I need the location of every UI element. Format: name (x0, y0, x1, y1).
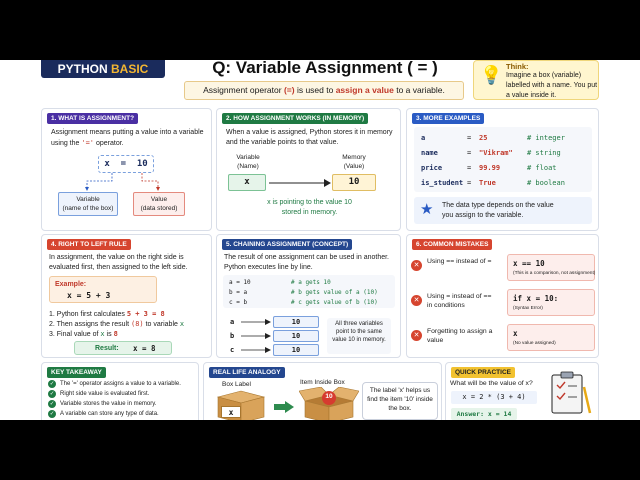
chain-value-box: 10 (273, 330, 319, 342)
variable-sublabel: (name of the box) (62, 205, 114, 212)
section-text: Python executes line by line. (224, 264, 313, 271)
variable-box (58, 192, 118, 216)
section-text: The result of one assignment can be used in another. (224, 254, 389, 261)
example-code: x = 5 + 3 (67, 291, 111, 300)
lightbulb-icon: 💡 (480, 65, 503, 85)
memory-note: x is pointing to the value 10 (267, 199, 352, 206)
step-text: 1. Python first calculates (49, 311, 125, 318)
section-text: and the variable points to that value. (226, 139, 339, 146)
green-arrow-icon (274, 401, 294, 413)
value-sublabel: (data stored) (140, 205, 178, 212)
section-quick-practice (445, 362, 599, 420)
assignment-code: x = 10 (98, 155, 154, 173)
section-heading: 3. MORE EXAMPLES (412, 113, 484, 124)
example-comment: # string (527, 149, 561, 157)
item-value: 10 (325, 393, 333, 400)
clipboard-icon (548, 369, 594, 419)
box-label-caption: Box Label (222, 381, 251, 388)
example-equals: = (467, 149, 472, 157)
example-equals: = (467, 164, 472, 172)
example-value: True (479, 179, 496, 187)
result-code: x = 8 (133, 344, 156, 353)
analogy-note: The label 'x' helps us find the item '10' inside the box. (362, 382, 438, 420)
section-heading: 5. CHAINING ASSIGNMENT (CONCEPT) (222, 239, 352, 250)
check-icon: ✓ (49, 411, 55, 417)
section-heading: 2. HOW ASSIGNMENT WORKS (IN MEMORY) (222, 113, 368, 124)
section-chaining-assignment (216, 234, 401, 358)
arrow-right-icon (241, 317, 271, 327)
star-icon: ★ (420, 201, 434, 218)
result-box (74, 341, 172, 355)
section-heading: REAL LIFE ANALOGY (209, 367, 285, 378)
operator-text: '=' (81, 139, 95, 147)
section-heading: KEY TAKEAWAY (47, 367, 106, 378)
variable-label: Variable (236, 154, 260, 161)
step-var: x (179, 320, 185, 328)
example-value: "Vikram" (479, 149, 513, 157)
step-text: to variable (145, 321, 178, 328)
value-label: Value (150, 196, 168, 203)
mistake-subnote: (Syntax Error) (513, 306, 543, 311)
step-text: is (106, 331, 112, 338)
subtitle-text: to a variable. (396, 85, 445, 95)
think-callout (473, 60, 599, 100)
section-text: When a value is assigned, Python stores it in memory (226, 129, 393, 136)
think-label: Think: (506, 62, 529, 71)
section-what-is-assignment (41, 108, 212, 231)
memory-label: Memory (342, 154, 366, 161)
step-code: (8) (130, 320, 144, 328)
mistake-code: x (513, 329, 518, 338)
section-real-life-analogy (203, 362, 442, 420)
section-heading: 6. COMMON MISTAKES (412, 239, 492, 250)
section-text: evaluated first, then assigned to the left side. (49, 264, 188, 271)
section-text: In assignment, the value on the right side is (49, 254, 184, 261)
section-heading: 4. RIGHT TO LEFT RULE (47, 239, 131, 250)
example-value: 99.99 (479, 164, 501, 172)
chain-comment: # a gets 10 (291, 279, 331, 286)
section-heading: QUICK PRACTICE (451, 367, 515, 378)
subtitle-text: Assignment operator (203, 85, 282, 95)
chain-comment: # b gets value of a (10) (291, 289, 378, 296)
page-title: Q: Variable Assignment ( = ) (212, 60, 438, 77)
subtitle-text: is used to (296, 85, 334, 95)
mistake-code: if x = 10: (513, 294, 559, 303)
example-var-name: price (421, 164, 443, 172)
mistake-text: Using == instead of = (427, 258, 492, 265)
arrow-right-icon (241, 345, 271, 355)
variable-sublabel: (Name) (237, 163, 259, 170)
box-label-tag: x (221, 406, 241, 418)
subtitle-highlight: assign a value (335, 85, 394, 95)
variable-x-box: x (228, 174, 266, 191)
chain-var-name: a (230, 318, 235, 326)
x-mark-icon: ✕ (411, 330, 422, 341)
section-how-assignment-works (216, 108, 401, 231)
example-comment: # integer (527, 134, 565, 142)
example-comment: # float (527, 164, 557, 172)
chain-stmt: b = a (229, 289, 248, 296)
section-text: operator. (95, 140, 124, 147)
chain-value-box: 10 (273, 344, 319, 356)
mistake-text: Using = instead of == in conditions (427, 293, 492, 309)
step-text: 3. Final value of (49, 331, 99, 338)
arrow-right-icon (269, 178, 331, 188)
chain-var-name: c (230, 346, 235, 354)
open-box-icon (299, 387, 359, 420)
example-var-name: a (421, 134, 426, 142)
section-key-takeaway (41, 362, 199, 420)
example-equals: = (467, 179, 472, 187)
variable-label: Variable (76, 196, 100, 203)
infographic-sheet (0, 60, 640, 420)
subtitle-operator: (=) (283, 85, 295, 95)
section-more-examples (406, 108, 599, 231)
practice-answer: Answer: x = 14 (451, 408, 517, 420)
check-icon: ✓ (49, 381, 55, 387)
section-text: using the (51, 140, 80, 147)
memory-value-box: 10 (332, 174, 376, 191)
chain-comment: # c gets value of b (10) (291, 299, 378, 306)
python-basic-badge (41, 60, 165, 78)
step-value: 8 (113, 330, 118, 338)
value-box (133, 192, 185, 216)
mistake-code-box (507, 324, 595, 351)
check-icon: ✓ (49, 391, 55, 397)
practice-code: x = 2 * (3 + 4) (451, 391, 537, 404)
chain-stmt: c = b (229, 299, 248, 306)
example-equals: = (467, 134, 472, 142)
section-text: Assignment means putting a value into a variable (51, 129, 204, 136)
mistake-subnote: (This is a comparison, not assignment) (513, 271, 596, 276)
practice-question: What will be the value of x? (450, 380, 533, 387)
example-var-name: is_student (421, 179, 464, 187)
item-caption: Item Inside Box (300, 379, 345, 386)
note-text: you assign to the variable. (442, 212, 524, 219)
step-code: 5 + 3 = 8 (126, 310, 165, 318)
memory-sublabel: (Value) (343, 163, 365, 170)
step-text: 2. Then assigns the result (49, 321, 130, 328)
mistake-text: Forgetting to assign a value (427, 328, 493, 344)
note-text: The data type depends on the value (442, 202, 554, 209)
think-text: Imagine a box (variable) labelled with a name. You put a value inside it. (506, 72, 598, 99)
mistake-code: x == 10 (513, 259, 545, 268)
chain-value-box: 10 (273, 316, 319, 328)
mistake-code-box (507, 289, 595, 316)
takeaway-item: Variable stores the value in memory. (60, 401, 157, 407)
example-value: 25 (479, 134, 488, 142)
badge-text: PYTHON (57, 62, 108, 76)
mistake-subnote: (No value assigned) (513, 341, 556, 346)
arrow-right-icon (241, 331, 271, 341)
example-var-name: name (421, 149, 438, 157)
example-label: Example: (55, 281, 87, 288)
chain-var-name: b (230, 332, 235, 340)
takeaway-item: Right side value is evaluated first. (60, 391, 150, 397)
section-heading: 1. WHAT IS ASSIGNMENT? (47, 113, 138, 124)
chain-note: All three variables point to the same value 10 in memory. (327, 318, 391, 354)
check-icon: ✓ (49, 401, 55, 407)
note-box (414, 197, 592, 224)
badge-accent-text: BASIC (111, 62, 149, 76)
takeaway-item: A variable can store any type of data. (60, 411, 159, 417)
example-comment: # boolean (527, 179, 565, 187)
x-mark-icon: ✕ (411, 295, 422, 306)
result-label: Result: (95, 345, 119, 352)
step-var: x (100, 330, 105, 338)
example-box (49, 276, 157, 303)
mistake-code-box (507, 254, 595, 281)
x-mark-icon: ✕ (411, 260, 422, 271)
chain-stmt: a = 10 (229, 279, 251, 286)
takeaway-item: The '=' operator assigns a value to a variable. (60, 381, 181, 387)
section-common-mistakes (406, 234, 599, 358)
memory-note: stored in memory. (281, 209, 338, 216)
subtitle-banner (184, 81, 464, 100)
section-right-to-left-rule (41, 234, 212, 358)
